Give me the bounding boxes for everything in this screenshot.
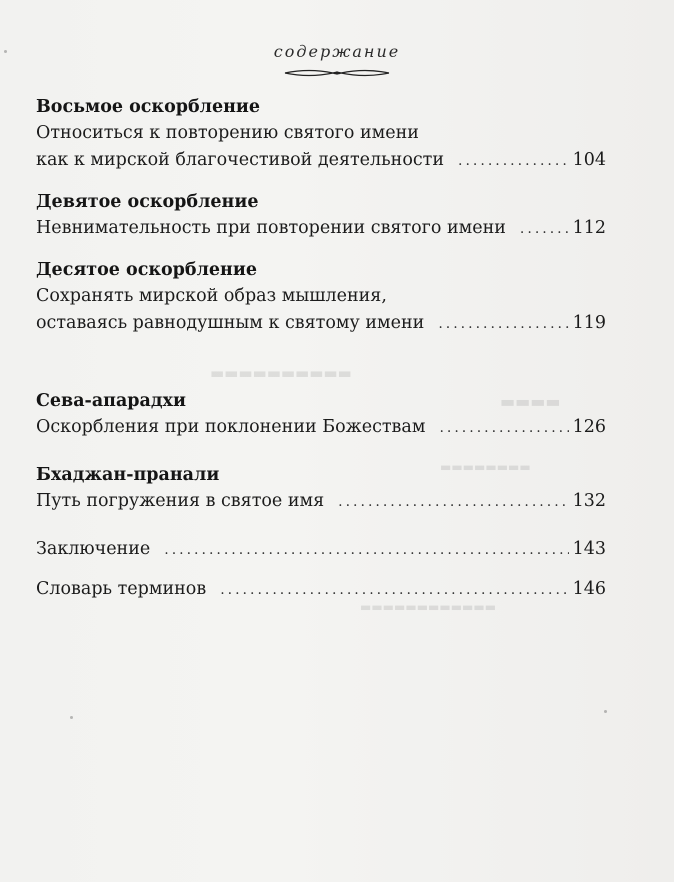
page-number: 132 <box>572 491 606 511</box>
table-of-contents <box>36 94 606 604</box>
bleed-through-text: ▬▬▬▬ <box>500 392 561 411</box>
toc-line[interactable] <box>36 120 606 147</box>
toc-section <box>36 462 606 516</box>
section-title: Восьмое оскорбление <box>36 97 261 117</box>
toc-line-text: Сохранять мирской образ мышления, <box>36 286 387 306</box>
toc-section <box>36 189 606 243</box>
section-title: Бхаджан-пранали <box>36 465 220 485</box>
page-number: 126 <box>572 417 606 437</box>
page-number: 112 <box>572 218 606 238</box>
bleed-through-text: ▬▬▬▬▬▬▬▬ <box>440 460 531 474</box>
toc-line-text: как к мирской благочестивой деятельности <box>36 150 445 170</box>
toc-section <box>36 576 606 604</box>
page-speck <box>604 710 607 713</box>
section-title: Сева-апарадхи <box>36 391 186 411</box>
toc-line-text: Оскорбления при поклонении Божествам <box>36 417 426 437</box>
toc-line[interactable] <box>36 147 606 175</box>
dot-leader <box>220 577 568 604</box>
toc-line[interactable] <box>36 576 606 604</box>
toc-line[interactable] <box>36 283 606 310</box>
dot-leader <box>438 311 568 338</box>
bleed-through-text: ▬▬▬▬▬▬▬▬▬▬▬▬ <box>360 600 497 614</box>
dot-leader <box>439 415 568 442</box>
page-number: 119 <box>572 313 606 333</box>
page-title: содержание <box>273 42 401 61</box>
toc-line-text: Относиться к повторению святого имени <box>36 123 419 143</box>
bleed-through-text: ▬▬▬▬▬▬▬▬▬▬ <box>210 364 352 382</box>
ornament-divider <box>281 67 393 79</box>
dot-leader <box>458 148 569 175</box>
toc-line-text: Словарь терминов <box>36 579 207 599</box>
toc-section <box>36 94 606 175</box>
toc-line-text: Невнимательность при повторении святого имени <box>36 218 506 238</box>
toc-section <box>36 388 606 442</box>
section-title: Девятое оскорбление <box>36 192 259 212</box>
page-number: 143 <box>572 539 606 559</box>
page-header <box>0 42 674 79</box>
page-speck <box>70 716 73 719</box>
toc-line[interactable] <box>36 488 606 516</box>
toc-line[interactable] <box>36 310 606 338</box>
page-number: 146 <box>572 579 606 599</box>
page-number: 104 <box>572 150 606 170</box>
toc-line-text: Путь погружения в святое имя <box>36 491 325 511</box>
dot-leader <box>520 216 569 243</box>
toc-section <box>36 257 606 338</box>
toc-section <box>36 536 606 564</box>
toc-line[interactable] <box>36 414 606 442</box>
toc-line[interactable] <box>36 536 606 564</box>
toc-line[interactable] <box>36 215 606 243</box>
dot-leader <box>338 489 568 516</box>
toc-line-text: Заключение <box>36 539 151 559</box>
toc-line-text: оставаясь равнодушным к святому имени <box>36 313 425 333</box>
section-title: Десятое оскорбление <box>36 260 257 280</box>
dot-leader <box>164 537 568 564</box>
